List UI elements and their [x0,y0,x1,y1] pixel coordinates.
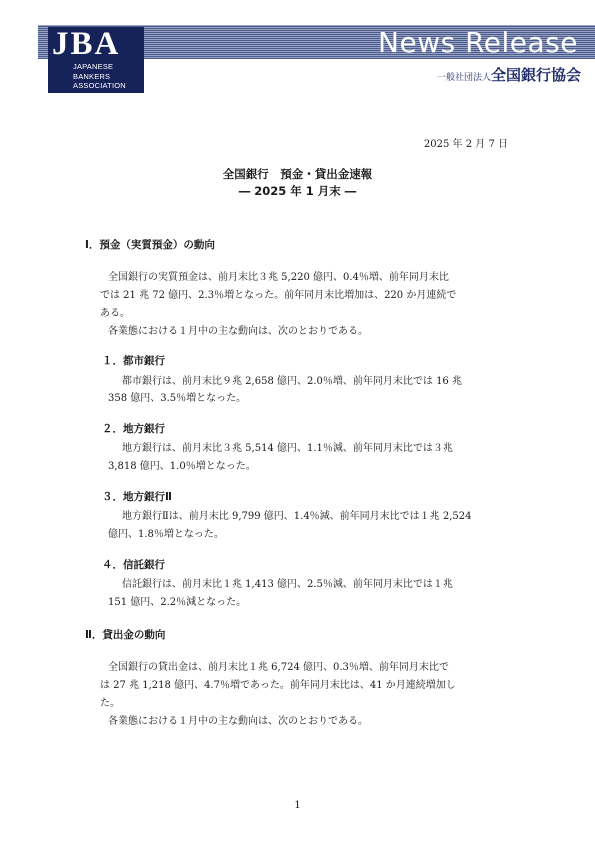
paragraph-line: 全国銀行の実質預金は、前月末比３兆 5,220 億円、0.4％増、前年同月末比 [108,272,449,283]
paragraph-line: 都市銀行は、前月末比９兆 2,658 億円、2.0％増、前年同月末比では 16 兆 [122,376,462,387]
logo-line: BANKERS [73,71,111,81]
paragraph-line: は 27 兆 1,218 億円、4.7％増であった。前年同月末比は、41 か月連続増加し [100,680,456,691]
paragraph-line: 信託銀行は、前月末比１兆 1,413 億円、2.5％減、前年同月末比では１兆 [122,579,453,590]
document-subtitle: ― 2025 年 1 月末 ― [238,184,357,198]
paragraph-line: 358 億円、3.5％増となった。 [108,393,247,404]
subsection-heading: ４．信託銀行 [102,559,165,571]
paragraph-line: 地方銀行は、前月末比３兆 5,514 億円、1.1％減、前年同月末比では３兆 [122,443,453,454]
paragraph-line: 3,818 億円、1.0％増となった。 [108,461,256,472]
page-number: 1 [294,800,301,811]
paragraph-line: では 21 兆 72 億円、2.3％増となった。前年同月末比増加は、220 か月連続で [100,290,457,301]
paragraph-line: た。 [100,698,120,709]
document-title: 全国銀行 預金・貸出金速報 [222,167,373,181]
section-heading-loans: Ⅱ．貸出金の動向 [85,629,166,641]
paragraph-line: 各業態における１月中の主な動向は、次のとおりである。 [108,716,368,727]
jba-logo [48,27,144,93]
paragraph-line: 各業態における１月中の主な動向は、次のとおりである。 [108,326,368,337]
section-heading-deposits: Ⅰ．預金（実質預金）の動向 [85,239,215,251]
logo-subtitle [73,62,126,91]
subsection-heading: ３．地方銀行Ⅱ [102,491,172,503]
org-prefix: 一般社団法人 [436,73,491,83]
subsection-heading: ２．地方銀行 [102,423,165,435]
organization-name [437,64,581,85]
logo-line: ASSOCIATION [73,81,126,90]
logo-mark: JBA [52,26,121,62]
org-name: 全国銀行協会 [490,66,581,84]
paragraph-line: 全国銀行の貸出金は、前月末比１兆 6,724 億円、0.3％増、前年同月末比で [108,662,449,673]
paragraph-line: 151 億円、2.2％減となった。 [108,597,247,608]
logo-line: JAPANESE [73,62,114,71]
release-date: 2025 年 2 月 7 日 [423,139,508,150]
subsection-heading: １．都市銀行 [102,355,165,367]
paragraph-line: ある。 [100,308,130,319]
paragraph-line: 億円、1.8％増となった。 [108,529,224,540]
paragraph-line: 地方銀行Ⅱは、前月末比 9,799 億円、1.4％減、前年同月末比では１兆 2,524 [122,511,472,522]
banner-title: News Release [378,26,578,59]
